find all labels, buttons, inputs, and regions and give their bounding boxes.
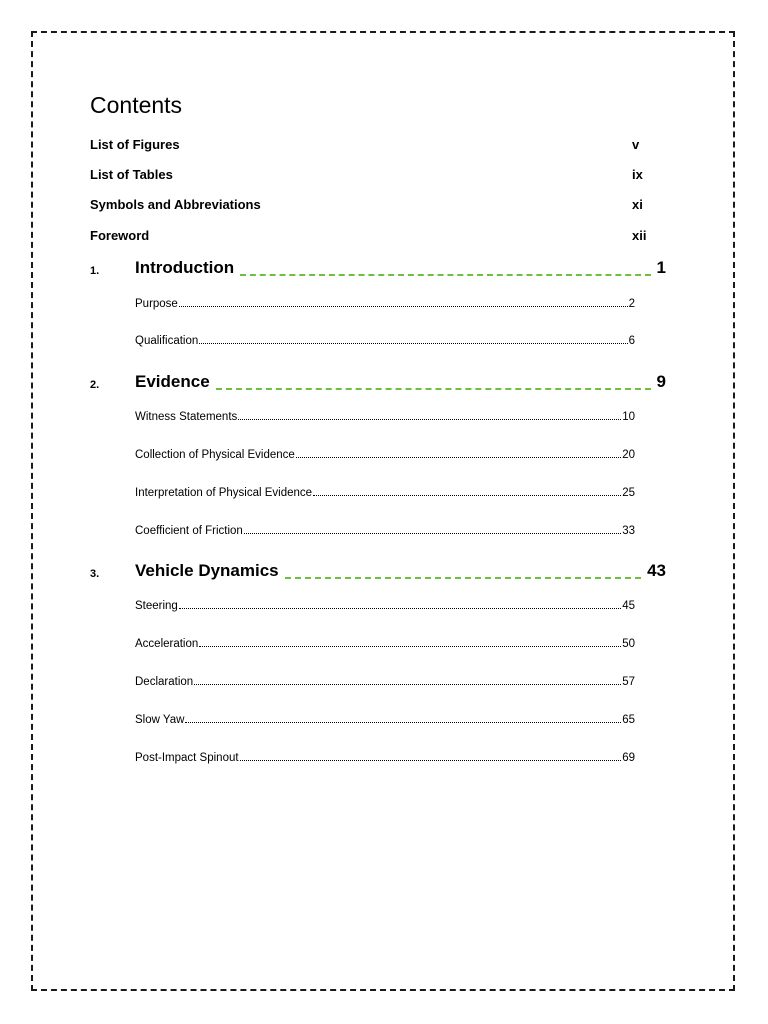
section-leader xyxy=(179,297,628,307)
toc-entry-list-of-tables[interactable] xyxy=(90,167,650,182)
section-label: Declaration xyxy=(135,676,194,688)
section-label: Steering xyxy=(135,600,178,612)
section-page: 25 xyxy=(622,487,635,499)
section-label: Qualification xyxy=(135,335,199,347)
section-page: 33 xyxy=(622,525,635,537)
section-page: 10 xyxy=(622,411,635,423)
toc-entry-symbols-and-abbreviations[interactable] xyxy=(90,197,650,212)
section-page: 69 xyxy=(622,752,635,764)
section-leader xyxy=(199,637,621,647)
section-page: 45 xyxy=(622,600,635,612)
toc-chapter-vehicle-dynamics[interactable] xyxy=(135,560,666,582)
chapter-title: Introduction xyxy=(135,258,235,277)
toc-entry-label: Foreword xyxy=(90,228,150,243)
chapter-number: 1. xyxy=(90,265,100,277)
section-leader xyxy=(296,448,621,458)
toc-section-post-impact-spinout[interactable] xyxy=(135,751,635,764)
toc-entry-list-of-figures[interactable] xyxy=(90,137,650,152)
toc-entry-page: ix xyxy=(632,167,643,182)
section-label: Acceleration xyxy=(135,638,199,650)
section-leader xyxy=(313,486,621,496)
toc-entry-foreword[interactable] xyxy=(90,228,650,243)
toc-chapter-evidence[interactable] xyxy=(135,371,666,393)
toc-section-slow-yaw[interactable] xyxy=(135,713,635,726)
section-leader xyxy=(179,599,621,609)
section-label: Collection of Physical Evidence xyxy=(135,449,295,461)
section-leader xyxy=(244,524,621,534)
chapter-page: 43 xyxy=(647,561,666,580)
toc-section-declaration[interactable] xyxy=(135,675,635,688)
section-leader xyxy=(194,675,621,685)
toc-section-witness-statements[interactable] xyxy=(135,410,635,423)
toc-entry-label: List of Figures xyxy=(90,137,180,152)
toc-section-steering[interactable] xyxy=(135,599,635,612)
chapter-leader xyxy=(285,577,641,579)
chapter-number: 2. xyxy=(90,379,100,391)
section-label: Coefficient of Friction xyxy=(135,525,243,537)
section-leader xyxy=(240,751,622,761)
section-leader xyxy=(185,713,621,723)
toc-entry-label: Symbols and Abbreviations xyxy=(90,197,261,212)
chapter-leader xyxy=(240,274,650,276)
section-label: Witness Statements xyxy=(135,411,238,423)
section-page: 65 xyxy=(622,714,635,726)
chapter-title: Evidence xyxy=(135,372,210,391)
section-label: Slow Yaw xyxy=(135,714,185,726)
toc-section-coefficient-of-friction[interactable] xyxy=(135,524,635,537)
chapter-number: 3. xyxy=(90,568,100,580)
section-page: 2 xyxy=(628,298,635,310)
section-label: Interpretation of Physical Evidence xyxy=(135,487,313,499)
chapter-page: 1 xyxy=(656,258,666,277)
section-leader xyxy=(238,410,621,420)
toc-entry-page: v xyxy=(632,137,640,152)
toc-entry-page: xii xyxy=(632,228,647,243)
chapter-leader xyxy=(216,388,651,390)
toc-section-purpose[interactable] xyxy=(135,297,635,310)
section-page: 6 xyxy=(628,335,635,347)
section-leader xyxy=(199,334,627,344)
page-title: Contents xyxy=(90,92,183,118)
toc-section-qualification[interactable] xyxy=(135,334,635,347)
section-label: Purpose xyxy=(135,298,178,310)
section-page: 57 xyxy=(622,676,635,688)
chapter-title: Vehicle Dynamics xyxy=(135,561,279,580)
section-page: 20 xyxy=(622,449,635,461)
section-label: Post-Impact Spinout xyxy=(135,752,239,764)
section-page: 50 xyxy=(622,638,635,650)
toc-section-acceleration[interactable] xyxy=(135,637,635,650)
toc-entry-page: xi xyxy=(632,197,643,212)
chapter-page: 9 xyxy=(656,372,666,391)
toc-entry-label: List of Tables xyxy=(90,167,173,182)
toc-chapter-introduction[interactable] xyxy=(135,257,666,279)
toc-section-interpretation-of-physical-evidence[interactable] xyxy=(135,486,635,499)
toc-section-collection-of-physical-evidence[interactable] xyxy=(135,448,635,461)
